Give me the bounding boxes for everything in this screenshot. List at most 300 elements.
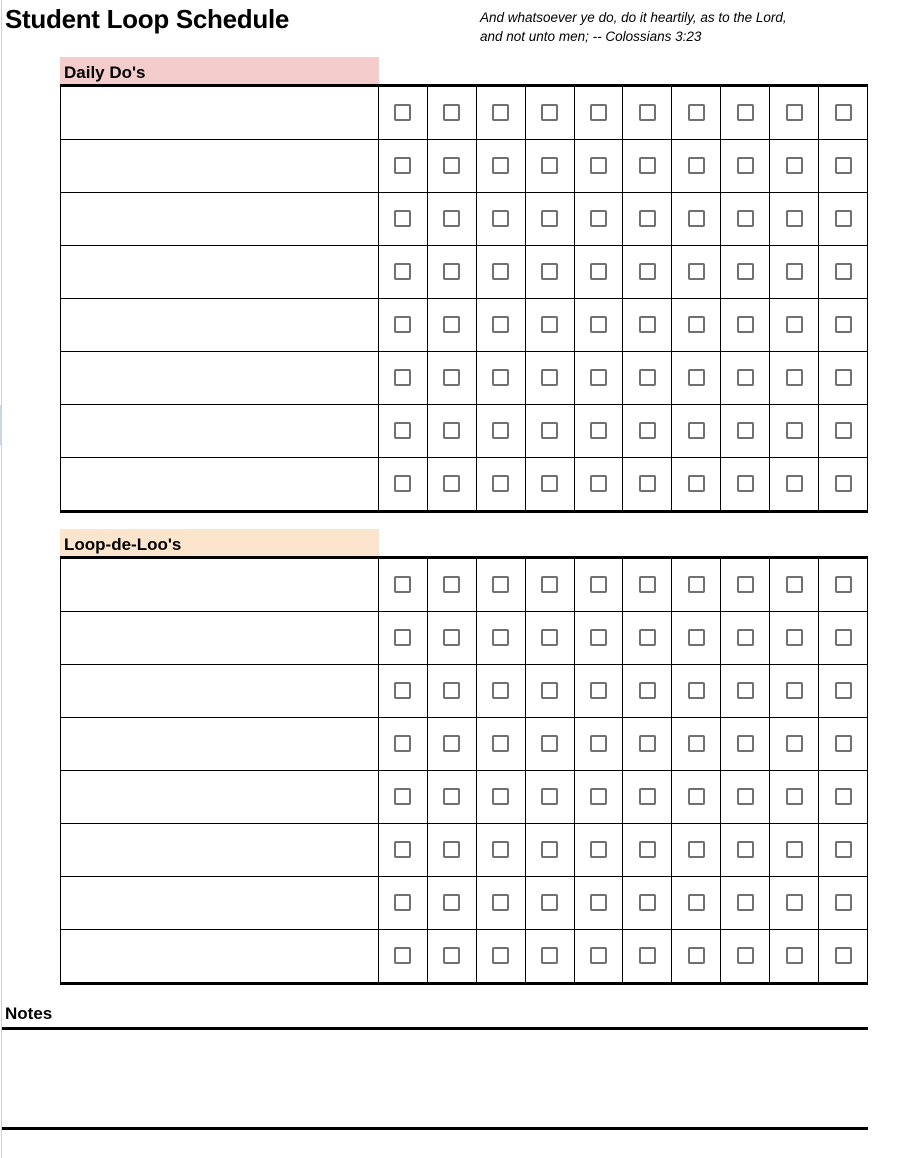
checkbox[interactable] (688, 629, 705, 646)
checkbox[interactable] (737, 894, 754, 911)
checkbox[interactable] (394, 576, 411, 593)
checkbox[interactable] (541, 629, 558, 646)
checkbox-cell (770, 612, 819, 665)
checkbox[interactable] (688, 104, 705, 121)
checkbox[interactable] (639, 841, 656, 858)
checkbox[interactable] (590, 157, 607, 174)
checkbox-cell (574, 299, 623, 352)
checkbox[interactable] (786, 947, 803, 964)
checkbox-cell (574, 405, 623, 458)
checkbox-cell (379, 771, 428, 824)
checkbox[interactable] (541, 104, 558, 121)
checkbox-cell (379, 458, 428, 512)
checkbox[interactable] (688, 735, 705, 752)
checkbox[interactable] (492, 894, 509, 911)
checkbox-cell (476, 824, 525, 877)
checkbox[interactable] (737, 682, 754, 699)
checkbox-cell (623, 877, 672, 930)
checkbox[interactable] (835, 947, 852, 964)
checkbox[interactable] (688, 475, 705, 492)
checkbox[interactable] (639, 263, 656, 280)
checkbox-cell (574, 665, 623, 718)
task-cell[interactable] (61, 930, 379, 984)
checkbox[interactable] (541, 682, 558, 699)
checkbox[interactable] (590, 210, 607, 227)
checkbox[interactable] (786, 788, 803, 805)
notes-label: Notes (5, 1004, 53, 1023)
checkbox-cell (427, 140, 476, 193)
checkbox-cell (623, 299, 672, 352)
checkbox[interactable] (737, 210, 754, 227)
checkbox[interactable] (639, 316, 656, 333)
checkbox-cell (574, 824, 623, 877)
checkbox[interactable] (443, 157, 460, 174)
checkbox-cell (672, 140, 721, 193)
checkbox[interactable] (835, 263, 852, 280)
checkbox[interactable] (835, 629, 852, 646)
checkbox[interactable] (737, 629, 754, 646)
checkbox[interactable] (492, 263, 509, 280)
checkbox-cell (819, 193, 868, 246)
checkbox[interactable] (590, 894, 607, 911)
checkbox[interactable] (492, 210, 509, 227)
checkbox[interactable] (541, 576, 558, 593)
checkbox-cell (574, 86, 623, 140)
checkbox[interactable] (394, 104, 411, 121)
checkbox[interactable] (394, 629, 411, 646)
checkbox[interactable] (835, 369, 852, 386)
table-row (61, 824, 868, 877)
checkbox[interactable] (688, 210, 705, 227)
checkbox-cell (623, 930, 672, 984)
checkbox[interactable] (737, 947, 754, 964)
checkbox-cell (476, 877, 525, 930)
checkbox[interactable] (541, 788, 558, 805)
checkbox[interactable] (590, 576, 607, 593)
checkbox-cell (623, 771, 672, 824)
daily-dos-grid (60, 84, 868, 513)
checkbox[interactable] (492, 422, 509, 439)
checkbox[interactable] (835, 422, 852, 439)
task-cell[interactable] (61, 246, 379, 299)
checkbox[interactable] (492, 682, 509, 699)
checkbox-cell (819, 612, 868, 665)
checkbox[interactable] (443, 788, 460, 805)
checkbox-cell (819, 299, 868, 352)
checkbox[interactable] (688, 682, 705, 699)
checkbox[interactable] (786, 104, 803, 121)
sheet-left-accent (0, 405, 2, 445)
checkbox[interactable] (492, 629, 509, 646)
notes-top-rule (2, 1027, 868, 1030)
checkbox[interactable] (590, 947, 607, 964)
checkbox[interactable] (639, 369, 656, 386)
checkbox[interactable] (688, 841, 705, 858)
checkbox-cell (476, 558, 525, 612)
table-row (61, 246, 868, 299)
checkbox[interactable] (639, 475, 656, 492)
page-title: Student Loop Schedule (5, 4, 290, 34)
checkbox-cell (379, 246, 428, 299)
checkbox-cell (819, 718, 868, 771)
checkbox-cell (721, 771, 770, 824)
checkbox-cell (623, 193, 672, 246)
checkbox[interactable] (590, 422, 607, 439)
scripture-quote (480, 8, 860, 46)
checkbox[interactable] (639, 422, 656, 439)
checkbox-cell (623, 558, 672, 612)
checkbox[interactable] (590, 263, 607, 280)
table-row (61, 458, 868, 512)
checkbox-cell (770, 771, 819, 824)
checkbox-cell (525, 824, 574, 877)
task-cell[interactable] (61, 299, 379, 352)
checkbox-cell (623, 246, 672, 299)
checkbox[interactable] (786, 369, 803, 386)
checkbox-cell (525, 352, 574, 405)
checkbox[interactable] (443, 369, 460, 386)
checkbox[interactable] (737, 576, 754, 593)
task-cell[interactable] (61, 718, 379, 771)
checkbox[interactable] (688, 422, 705, 439)
task-cell[interactable] (61, 824, 379, 877)
checkbox-cell (379, 558, 428, 612)
checkbox[interactable] (492, 576, 509, 593)
checkbox-cell (427, 612, 476, 665)
checkbox[interactable] (639, 788, 656, 805)
checkbox[interactable] (394, 210, 411, 227)
checkbox[interactable] (394, 894, 411, 911)
checkbox[interactable] (786, 576, 803, 593)
checkbox[interactable] (443, 576, 460, 593)
checkbox-cell (379, 612, 428, 665)
checkbox[interactable] (590, 316, 607, 333)
checkbox-cell (770, 352, 819, 405)
checkbox[interactable] (394, 316, 411, 333)
task-cell[interactable] (61, 771, 379, 824)
checkbox[interactable] (492, 475, 509, 492)
checkbox[interactable] (639, 894, 656, 911)
checkbox[interactable] (492, 841, 509, 858)
checkbox[interactable] (394, 475, 411, 492)
checkbox[interactable] (786, 475, 803, 492)
sheet-left-border (1, 0, 2, 1158)
checkbox[interactable] (835, 475, 852, 492)
checkbox[interactable] (835, 841, 852, 858)
checkbox-cell (770, 718, 819, 771)
checkbox-cell (379, 718, 428, 771)
checkbox[interactable] (443, 947, 460, 964)
task-cell[interactable] (61, 86, 379, 140)
checkbox-cell (379, 86, 428, 140)
checkbox[interactable] (394, 735, 411, 752)
checkbox[interactable] (786, 841, 803, 858)
checkbox[interactable] (639, 682, 656, 699)
checkbox[interactable] (443, 629, 460, 646)
checkbox[interactable] (394, 788, 411, 805)
checkbox[interactable] (492, 788, 509, 805)
checkbox-cell (672, 930, 721, 984)
checkbox[interactable] (786, 316, 803, 333)
checkbox[interactable] (639, 104, 656, 121)
checkbox-cell (721, 140, 770, 193)
checkbox[interactable] (492, 369, 509, 386)
checkbox[interactable] (639, 947, 656, 964)
checkbox[interactable] (443, 894, 460, 911)
checkbox[interactable] (541, 947, 558, 964)
checkbox[interactable] (541, 422, 558, 439)
checkbox[interactable] (541, 894, 558, 911)
checkbox[interactable] (688, 369, 705, 386)
checkbox[interactable] (492, 157, 509, 174)
checkbox[interactable] (492, 104, 509, 121)
table-row (61, 299, 868, 352)
checkbox[interactable] (639, 735, 656, 752)
checkbox-cell (721, 612, 770, 665)
checkbox[interactable] (786, 629, 803, 646)
checkbox[interactable] (541, 263, 558, 280)
task-cell[interactable] (61, 352, 379, 405)
checkbox-cell (623, 140, 672, 193)
task-cell[interactable] (61, 193, 379, 246)
table-row (61, 771, 868, 824)
checkbox[interactable] (639, 210, 656, 227)
table-row (61, 193, 868, 246)
checkbox[interactable] (835, 682, 852, 699)
checkbox[interactable] (737, 788, 754, 805)
checkbox-cell (623, 86, 672, 140)
checkbox-cell (574, 771, 623, 824)
task-cell[interactable] (61, 612, 379, 665)
checkbox-cell (721, 877, 770, 930)
checkbox-cell (819, 665, 868, 718)
checkbox[interactable] (737, 369, 754, 386)
checkbox-cell (379, 193, 428, 246)
checkbox[interactable] (786, 422, 803, 439)
checkbox[interactable] (688, 788, 705, 805)
checkbox[interactable] (737, 157, 754, 174)
task-cell[interactable] (61, 558, 379, 612)
checkbox[interactable] (835, 157, 852, 174)
task-cell[interactable] (61, 458, 379, 512)
checkbox[interactable] (786, 682, 803, 699)
checkbox-cell (525, 458, 574, 512)
checkbox[interactable] (737, 475, 754, 492)
checkbox-cell (525, 193, 574, 246)
checkbox-cell (672, 718, 721, 771)
checkbox-cell (819, 140, 868, 193)
checkbox-cell (476, 86, 525, 140)
checkbox[interactable] (737, 104, 754, 121)
checkbox-cell (623, 612, 672, 665)
checkbox-cell (476, 930, 525, 984)
checkbox[interactable] (786, 210, 803, 227)
checkbox[interactable] (443, 422, 460, 439)
checkbox[interactable] (786, 263, 803, 280)
checkbox[interactable] (443, 682, 460, 699)
checkbox[interactable] (590, 735, 607, 752)
checkbox[interactable] (737, 422, 754, 439)
checkbox-cell (819, 877, 868, 930)
checkbox[interactable] (541, 316, 558, 333)
checkbox-cell (525, 612, 574, 665)
task-cell[interactable] (61, 665, 379, 718)
checkbox[interactable] (688, 157, 705, 174)
checkbox-cell (476, 612, 525, 665)
checkbox-cell (819, 930, 868, 984)
checkbox[interactable] (688, 263, 705, 280)
checkbox-cell (623, 665, 672, 718)
checkbox[interactable] (541, 475, 558, 492)
checkbox[interactable] (688, 576, 705, 593)
checkbox-cell (623, 405, 672, 458)
checkbox-cell (623, 718, 672, 771)
checkbox[interactable] (737, 263, 754, 280)
checkbox-cell (721, 246, 770, 299)
checkbox[interactable] (492, 735, 509, 752)
checkbox[interactable] (835, 210, 852, 227)
table-row (61, 140, 868, 193)
checkbox-cell (379, 140, 428, 193)
checkbox[interactable] (394, 157, 411, 174)
checkbox[interactable] (443, 475, 460, 492)
checkbox-cell (427, 458, 476, 512)
checkbox-cell (427, 824, 476, 877)
checkbox[interactable] (590, 104, 607, 121)
checkbox-cell (476, 140, 525, 193)
checkbox[interactable] (394, 369, 411, 386)
table-row (61, 877, 868, 930)
checkbox-cell (476, 193, 525, 246)
checkbox[interactable] (394, 682, 411, 699)
checkbox[interactable] (443, 316, 460, 333)
checkbox-cell (672, 405, 721, 458)
task-cell[interactable] (61, 877, 379, 930)
checkbox[interactable] (590, 788, 607, 805)
table-row (61, 558, 868, 612)
checkbox[interactable] (394, 263, 411, 280)
checkbox[interactable] (492, 316, 509, 333)
table-row (61, 612, 868, 665)
checkbox[interactable] (688, 947, 705, 964)
checkbox-cell (672, 299, 721, 352)
checkbox[interactable] (541, 735, 558, 752)
checkbox[interactable] (541, 369, 558, 386)
checkbox-cell (672, 612, 721, 665)
checkbox[interactable] (394, 422, 411, 439)
checkbox-cell (770, 193, 819, 246)
checkbox-cell (574, 718, 623, 771)
checkbox-cell (574, 558, 623, 612)
loop-de-loos-grid (60, 556, 868, 985)
checkbox-cell (427, 86, 476, 140)
checkbox-cell (623, 352, 672, 405)
checkbox-cell (574, 877, 623, 930)
checkbox[interactable] (737, 841, 754, 858)
checkbox[interactable] (835, 788, 852, 805)
checkbox-cell (721, 824, 770, 877)
checkbox[interactable] (541, 157, 558, 174)
checkbox-cell (721, 458, 770, 512)
checkbox-cell (476, 665, 525, 718)
checkbox[interactable] (786, 157, 803, 174)
checkbox-cell (525, 405, 574, 458)
checkbox[interactable] (590, 369, 607, 386)
notes-bottom-rule (2, 1127, 868, 1130)
checkbox-cell (721, 352, 770, 405)
checkbox[interactable] (590, 682, 607, 699)
checkbox[interactable] (443, 104, 460, 121)
checkbox-cell (721, 299, 770, 352)
checkbox[interactable] (835, 735, 852, 752)
checkbox[interactable] (688, 316, 705, 333)
checkbox[interactable] (492, 947, 509, 964)
checkbox[interactable] (590, 475, 607, 492)
checkbox[interactable] (541, 841, 558, 858)
checkbox[interactable] (737, 735, 754, 752)
checkbox[interactable] (786, 894, 803, 911)
checkbox[interactable] (835, 576, 852, 593)
checkbox-cell (721, 558, 770, 612)
checkbox-cell (525, 299, 574, 352)
checkbox-cell (525, 140, 574, 193)
checkbox-cell (770, 86, 819, 140)
checkbox[interactable] (443, 263, 460, 280)
checkbox[interactable] (639, 157, 656, 174)
checkbox[interactable] (835, 894, 852, 911)
loop-de-loos-header: Loop-de-Loo's (60, 529, 379, 556)
checkbox-cell (672, 771, 721, 824)
checkbox-cell (525, 718, 574, 771)
task-cell[interactable] (61, 405, 379, 458)
checkbox[interactable] (443, 841, 460, 858)
quote-line-1: And whatsoever ye do, do it heartily, as to the Lord, (480, 10, 787, 25)
task-cell[interactable] (61, 140, 379, 193)
checkbox-cell (819, 352, 868, 405)
checkbox-cell (672, 665, 721, 718)
checkbox-cell (379, 352, 428, 405)
checkbox-cell (379, 405, 428, 458)
checkbox[interactable] (443, 735, 460, 752)
checkbox[interactable] (590, 841, 607, 858)
checkbox[interactable] (443, 210, 460, 227)
checkbox-cell (574, 352, 623, 405)
checkbox[interactable] (394, 947, 411, 964)
table-row (61, 930, 868, 984)
checkbox[interactable] (394, 841, 411, 858)
checkbox-cell (525, 86, 574, 140)
checkbox-cell (427, 718, 476, 771)
checkbox[interactable] (639, 576, 656, 593)
checkbox[interactable] (688, 894, 705, 911)
checkbox-cell (721, 930, 770, 984)
checkbox[interactable] (590, 629, 607, 646)
checkbox-cell (427, 558, 476, 612)
checkbox-cell (770, 140, 819, 193)
checkbox[interactable] (786, 735, 803, 752)
checkbox[interactable] (639, 629, 656, 646)
checkbox[interactable] (737, 316, 754, 333)
checkbox[interactable] (835, 316, 852, 333)
checkbox-cell (476, 299, 525, 352)
checkbox[interactable] (541, 210, 558, 227)
checkbox-cell (476, 246, 525, 299)
checkbox-cell (427, 193, 476, 246)
checkbox[interactable] (835, 104, 852, 121)
checkbox-cell (574, 246, 623, 299)
checkbox-cell (525, 665, 574, 718)
checkbox-cell (721, 405, 770, 458)
